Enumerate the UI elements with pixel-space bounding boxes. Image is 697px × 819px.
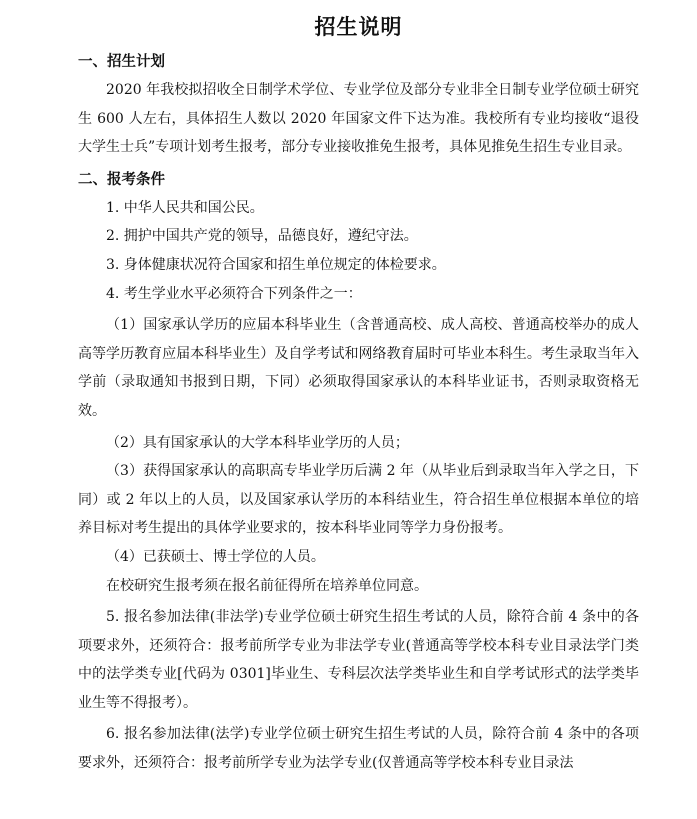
eligibility-item-1: 1. 中华人民共和国公民。 (106, 199, 264, 216)
eligibility-subitem-3: （3）获得国家承认的高职高专毕业学历后满 2 年（从毕业后到录取当年入学之日，下同）或 2 年以上的人员，以及国家承认学历的本科结业生，符合招生单位根据本单位的培养目标对考生提出的具体学业要求的，按本科毕业同等学力身份报考。 (78, 463, 639, 537)
current-graduate-student-note: 在校研究生报考须在报名前征得所在培养单位同意。 (106, 577, 428, 594)
eligibility-subitem-2: （2）具有国家承认的大学本科毕业学历的人员； (106, 434, 409, 451)
eligibility-item-2: 2. 拥护中国共产党的领导，品德良好，遵纪守法。 (106, 228, 418, 245)
eligibility-subitem-1: （1）国家承认学历的应届本科毕业生（含普通高校、成人高校、普通高校举办的成人高等学历教育应届本科毕业生）及自学考试和网络教育届时可毕业本科生。考生录取当年入学前（录取通知书报到日期，下同）必须取得国家承认的本科毕业证书，否则录取资格无效。 (78, 317, 639, 419)
eligibility-item-5: 5. 报名参加法律(非法学)专业学位硕士研究生招生考试的人员，除符合前 4 条中的各项要求外，还须符合：报考前所学专业为非法学专业(普通高等学校本科专业目录法学门类中的法学类专业[代码为 0301]毕业生、专科层次法学类毕业生和自学考试形式的法学类毕业生等不得报考）。 (78, 609, 639, 711)
eligibility-item-3: 3. 身体健康状况符合国家和招生单位规定的体检要求。 (106, 256, 446, 273)
enrollment-plan-paragraph: 2020 年我校拟招收全日制学术学位、专业学位及部分专业非全日制专业学位硕士研究生 600 人左右，具体招生人数以 2020 年国家文件下达为准。我校所有专业均接收“退役大学生士兵”专项计划考生报考，部分专业接收推免生报考，具体见推免生招生专业目录。 (78, 82, 639, 156)
eligibility-subitem-4: （4）已获硕士、博士学位的人员。 (106, 548, 325, 565)
eligibility-item-4: 4. 考生学业水平必须符合下列条件之一： (106, 285, 362, 302)
document-title: 招生说明 (314, 15, 403, 39)
section-heading-eligibility: 二、报考条件 (78, 171, 165, 188)
section-heading-enrollment-plan: 一、招生计划 (78, 54, 165, 70)
eligibility-item-6: 6. 报名参加法律(法学)专业学位硕士研究生招生考试的人员，除符合前 4 条中的各项要求外，还须符合：报考前所学专业为法学专业(仅普通高等学校本科专业目录法 (78, 726, 639, 772)
